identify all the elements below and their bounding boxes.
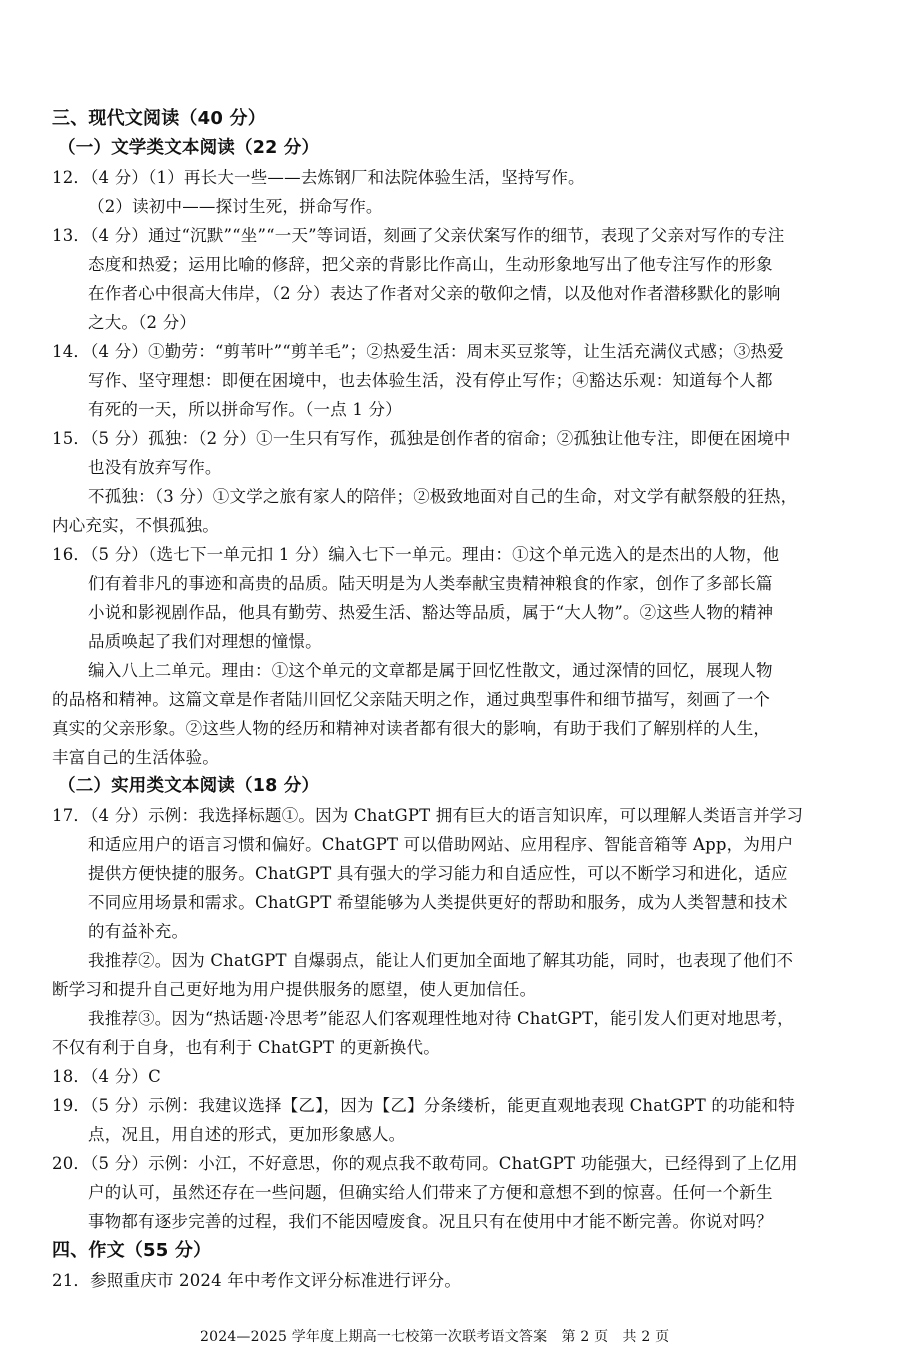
text-line: 我推荐③。因为“热话题·冷思考”能忍人们客观理性地对待 ChatGPT，能引发人们更对地思考， [88,1009,794,1028]
text-line: 之大。（2 分） [88,313,197,332]
text-line: 在作者心中很高大伟岸，（2 分）表达了作者对父亲的敬仰之情，以及他对作者潜移默化的影响 [88,284,781,303]
text-line: 真实的父亲形象。②这些人物的经历和精神对读者都有很大的影响，有助于我们了解别样的人生， [52,719,771,738]
subsection-heading: （二）实用类文本阅读（18 分） [58,776,320,796]
text-line: 丰富自己的生活体验。 [52,748,219,767]
text-line: 事物都有逐步完善的过程，我们不能因噎废食。况且只有在使用中才能不断完善。你说对吗？ [88,1212,773,1231]
text-line: 18．（4 分）C [52,1067,161,1086]
text-line: 的品格和精神。这篇文章是作者陆川回忆父亲陆天明之作，通过典型事件和细节描写，刻画了一个 [52,690,771,709]
text-line: 小说和影视剧作品，他具有勤劳、热爱生活、豁达等品质，属于“大人物”。②这些人物的精神 [88,603,774,622]
subsection-heading: （一）文学类文本阅读（22 分） [58,138,320,158]
text-line: 14．（4 分）①勤劳：“剪苇叶”“剪羊毛”；②热爱生活：周末买豆浆等，让生活充满仪式感；③热爱 [52,342,784,361]
text-line: 提供方便快捷的服务。ChatGPT 具有强大的学习能力和自适应性，可以不断学习和进化，适应 [88,864,788,883]
section-heading: 三、现代文阅读（40 分） [52,108,266,129]
text-line: （2）读初中——探讨生死，拼命写作。 [88,197,383,216]
text-line: 断学习和提升自己更好地为用户提供服务的愿望，使人更加信任。 [52,980,537,999]
text-line: 13．（4 分）通过“沉默”“坐”“一天”等词语，刻画了父亲伏案写作的细节，表现了父亲对写作的专注 [52,226,785,245]
text-line: 写作、坚守理想：即便在困境中，也去体验生活，没有停止写作；④豁达乐观：知道每个人都 [88,371,773,390]
text-line: 态度和热爱；运用比喻的修辞，把父亲的背影比作高山，生动形象地写出了他专注写作的形象 [88,255,773,274]
section-heading: 四、作文（55 分） [52,1240,212,1261]
text-line: 品质唤起了我们对理想的憧憬。 [88,632,322,651]
text-line: 20．（5 分）示例：小江，不好意思，你的观点我不敢苟同。ChatGPT 功能强大，已经得到了上亿用 [52,1154,798,1173]
text-line: 我推荐②。因为 ChatGPT 自爆弱点，能让人们更加全面地了解其功能，同时，也表现了他们不 [88,951,794,970]
text-line: 内心充实，不惧孤独。 [52,516,219,535]
text-line: 点，况且，用自述的形式，更加形象感人。 [88,1125,406,1144]
text-line: 17．（4 分）示例：我选择标题①。因为 ChatGPT 拥有巨大的语言知识库，可以理解人类语言并学习 [52,806,804,825]
text-line: 的有益补充。 [88,922,189,941]
text-line: 有死的一天，所以拼命写作。（一点 1 分） [88,400,402,419]
text-line: 也没有放弃写作。 [88,458,222,477]
text-line: 和适应用户的语言习惯和偏好。ChatGPT 可以借助网站、应用程序、智能音箱等 App，为用户 [88,835,794,854]
text-line: 不孤独：（3 分）①文学之旅有家人的陪伴；②极致地面对自己的生命，对文学有献祭般的狂热， [88,487,798,506]
text-line: 19．（5 分）示例：我建议选择【乙】，因为【乙】分条缕析，能更直观地表现 ChatGPT 的功能和特 [52,1096,795,1115]
text-line: 不同应用场景和需求。ChatGPT 希望能够为人类提供更好的帮助和服务，成为人类智慧和技术 [88,893,788,912]
text-line: 21．参照重庆市 2024 年中考作文评分标准进行评分。 [52,1271,462,1290]
text-line: 编入八上二单元。理由：①这个单元的文章都是属于回忆性散文，通过深情的回忆，展现人物 [88,661,773,680]
text-line: 户的认可，虽然还存在一些问题，但确实给人们带来了方便和意想不到的惊喜。任何一个新生 [88,1183,773,1202]
text-line: 12．（4 分）（1）再长大一些——去炼钢厂和法院体验生活，坚持写作。 [52,168,585,187]
text-line: 们有着非凡的事迹和高贵的品质。陆天明是为人类奉献宝贵精神粮食的作家，创作了多部长篇 [88,574,773,593]
text-line: 不仅有利于自身，也有利于 ChatGPT 的更新换代。 [52,1038,440,1057]
text-line: 15．（5 分）孤独：（2 分）①一生只有写作，孤独是创作者的宿命；②孤独让他专注，即便在困境中 [52,429,791,448]
page-footer: 2024—2025 学年度上期高一七校第一次联考语文答案 第 2 页 共 2 页 [200,1329,670,1345]
text-line: 16．（5 分）（选七下一单元扣 1 分）编入七下一单元。理由：①这个单元选入的是杰出的人物，他 [52,545,780,564]
